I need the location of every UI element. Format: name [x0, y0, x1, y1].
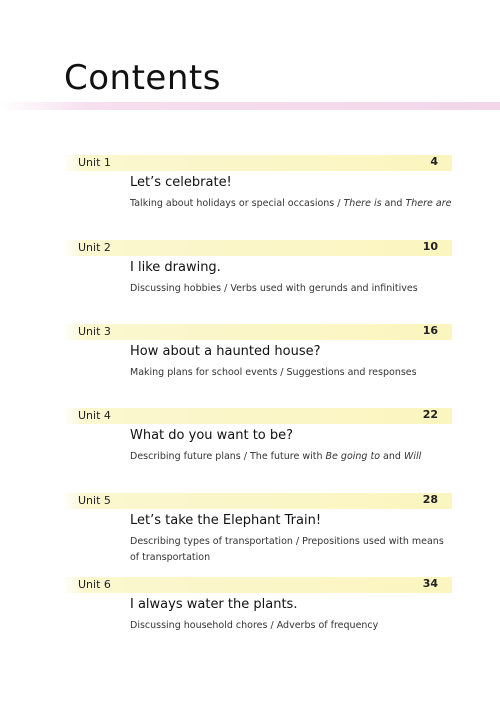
- unit-description: Describing future plans / The future with Be going to and Will: [130, 451, 422, 462]
- unit-header-bar: [62, 240, 452, 256]
- unit-page-number: 28: [422, 493, 438, 506]
- unit-page-number: 22: [422, 408, 438, 421]
- unit-label: Unit 6: [78, 578, 111, 591]
- unit-description: Making plans for school events / Suggestions and responses: [130, 367, 417, 378]
- unit-description: Discussing household chores / Adverbs of frequency: [130, 620, 379, 631]
- unit-label: Unit 5: [78, 494, 111, 507]
- unit-title[interactable]: Let’s celebrate!: [130, 175, 232, 190]
- unit-description: Describing types of transportation / Prepositions used with means of transportation: [130, 536, 444, 563]
- unit-page-number: 4: [430, 155, 438, 168]
- unit-header-bar: [62, 408, 452, 424]
- unit-page-number: 34: [422, 577, 438, 590]
- page-title: Contents: [64, 58, 221, 98]
- unit-page-number: 16: [422, 324, 438, 337]
- unit-description: Talking about holidays or special occasions / There is and There are: [130, 198, 452, 209]
- unit-label: Unit 1: [78, 156, 111, 169]
- title-divider: [0, 102, 500, 110]
- unit-title[interactable]: I always water the plants.: [130, 597, 298, 612]
- unit-title[interactable]: What do you want to be?: [130, 428, 294, 443]
- unit-label: Unit 3: [78, 325, 111, 338]
- unit-title[interactable]: I like drawing.: [130, 260, 221, 275]
- unit-label: Unit 4: [78, 409, 111, 422]
- unit-header-bar: [62, 577, 452, 593]
- unit-page-number: 10: [422, 240, 438, 253]
- unit-header-bar: [62, 155, 452, 171]
- unit-description: Discussing hobbies / Verbs used with gerunds and infinitives: [130, 283, 418, 294]
- unit-label: Unit 2: [78, 241, 111, 254]
- unit-header-bar: [62, 324, 452, 340]
- unit-title[interactable]: Let’s take the Elephant Train!: [130, 513, 322, 528]
- unit-title[interactable]: How about a haunted house?: [130, 344, 321, 359]
- unit-header-bar: [62, 493, 452, 509]
